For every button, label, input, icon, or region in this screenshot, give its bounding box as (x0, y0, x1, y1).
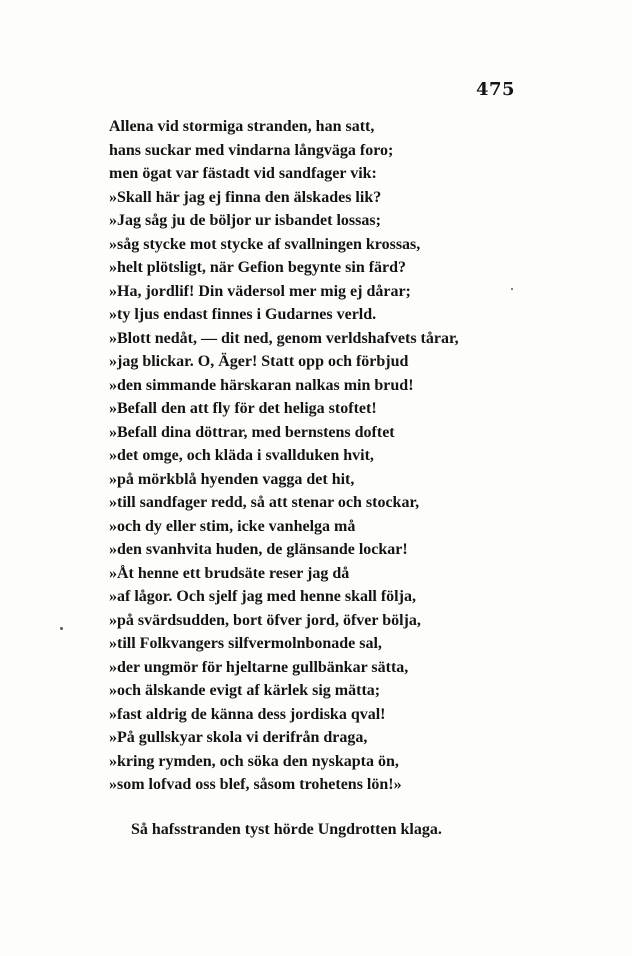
poem-line: »Skall här jag ej finna den älskades lik? (109, 188, 382, 206)
poem-line: »På gullskyar skola vi derifrån draga, (109, 729, 368, 746)
poem-line: »Blott nedåt, — dit ned, genom verldshafvets tårar, (109, 329, 459, 347)
page-number: 475 (476, 79, 516, 100)
poem-line: »helt plötsligt, när Gefion begynte sin färd? (109, 259, 407, 276)
poem-line: »den simmande härskaran nalkas min brud! (109, 376, 414, 394)
poem-line: »på svärdsudden, bort öfver jord, öfver bölja, (109, 611, 421, 629)
poem-line: »Ha, jordlif! Din vädersol mer mig ej dårar; (109, 282, 411, 300)
poem-line: »på mörkblå hyenden vagga det hit, (109, 470, 355, 488)
poem-line: Allena vid stormiga stranden, han satt, (109, 118, 375, 135)
poem-line: hans suckar med vindarna långväga foro; (109, 141, 394, 159)
poem-line: »det omge, och kläda i svallduken hvit, (109, 447, 374, 464)
poem-line: »Befall den att fly för det heliga stoftet! (109, 400, 377, 417)
print-speck (511, 288, 513, 290)
poem-line: »der ungmör för hjeltarne gullbänkar sätta, (109, 658, 409, 676)
poem-line: »och dy eller stim, icke vanhelga må (109, 517, 356, 535)
poem-line: »jag blickar. O, Äger! Statt opp och förbjud (109, 353, 409, 370)
poem-line: »fast aldrig de känna dess jordiska qval! (109, 705, 386, 723)
poem-line: »såg stycke mot stycke af svallningen krossas, (109, 235, 421, 253)
poem-line: »till sandfager redd, så att stenar och stockar, (109, 494, 420, 511)
poem-line: »den svanhvita huden, de glänsande lockar! (109, 541, 408, 558)
poem-line: »af lågor. Och sjelf jag med henne skall följa, (109, 588, 416, 605)
poem-line: »ty ljus endast finnes i Gudarnes verld. (109, 306, 377, 323)
poem-line: »Befall dina döttrar, med bernstens doftet (109, 423, 395, 441)
poem-line: men ögat var fästadt vid sandfager vik: (109, 165, 377, 182)
closing-line: Så hafsstranden tyst hörde Ungdrotten klaga. (131, 821, 442, 838)
poem-line: »Åt henne ett brudsäte reser jag då (109, 564, 350, 582)
print-speck (60, 627, 63, 630)
poem-line: »och älskande evigt af kärlek sig mätta; (109, 682, 381, 699)
poem-line: »Jag såg ju de böljor ur isbandet lossas; (109, 212, 381, 229)
poem-stanza (109, 115, 529, 797)
poem-line: »som lofvad oss blef, såsom trohetens lön!» (109, 776, 402, 793)
poem-line: »kring rymden, och söka den nyskapta ön, (109, 752, 399, 770)
poem-line: »till Folkvangers silfvermolnbonade sal, (109, 635, 382, 652)
